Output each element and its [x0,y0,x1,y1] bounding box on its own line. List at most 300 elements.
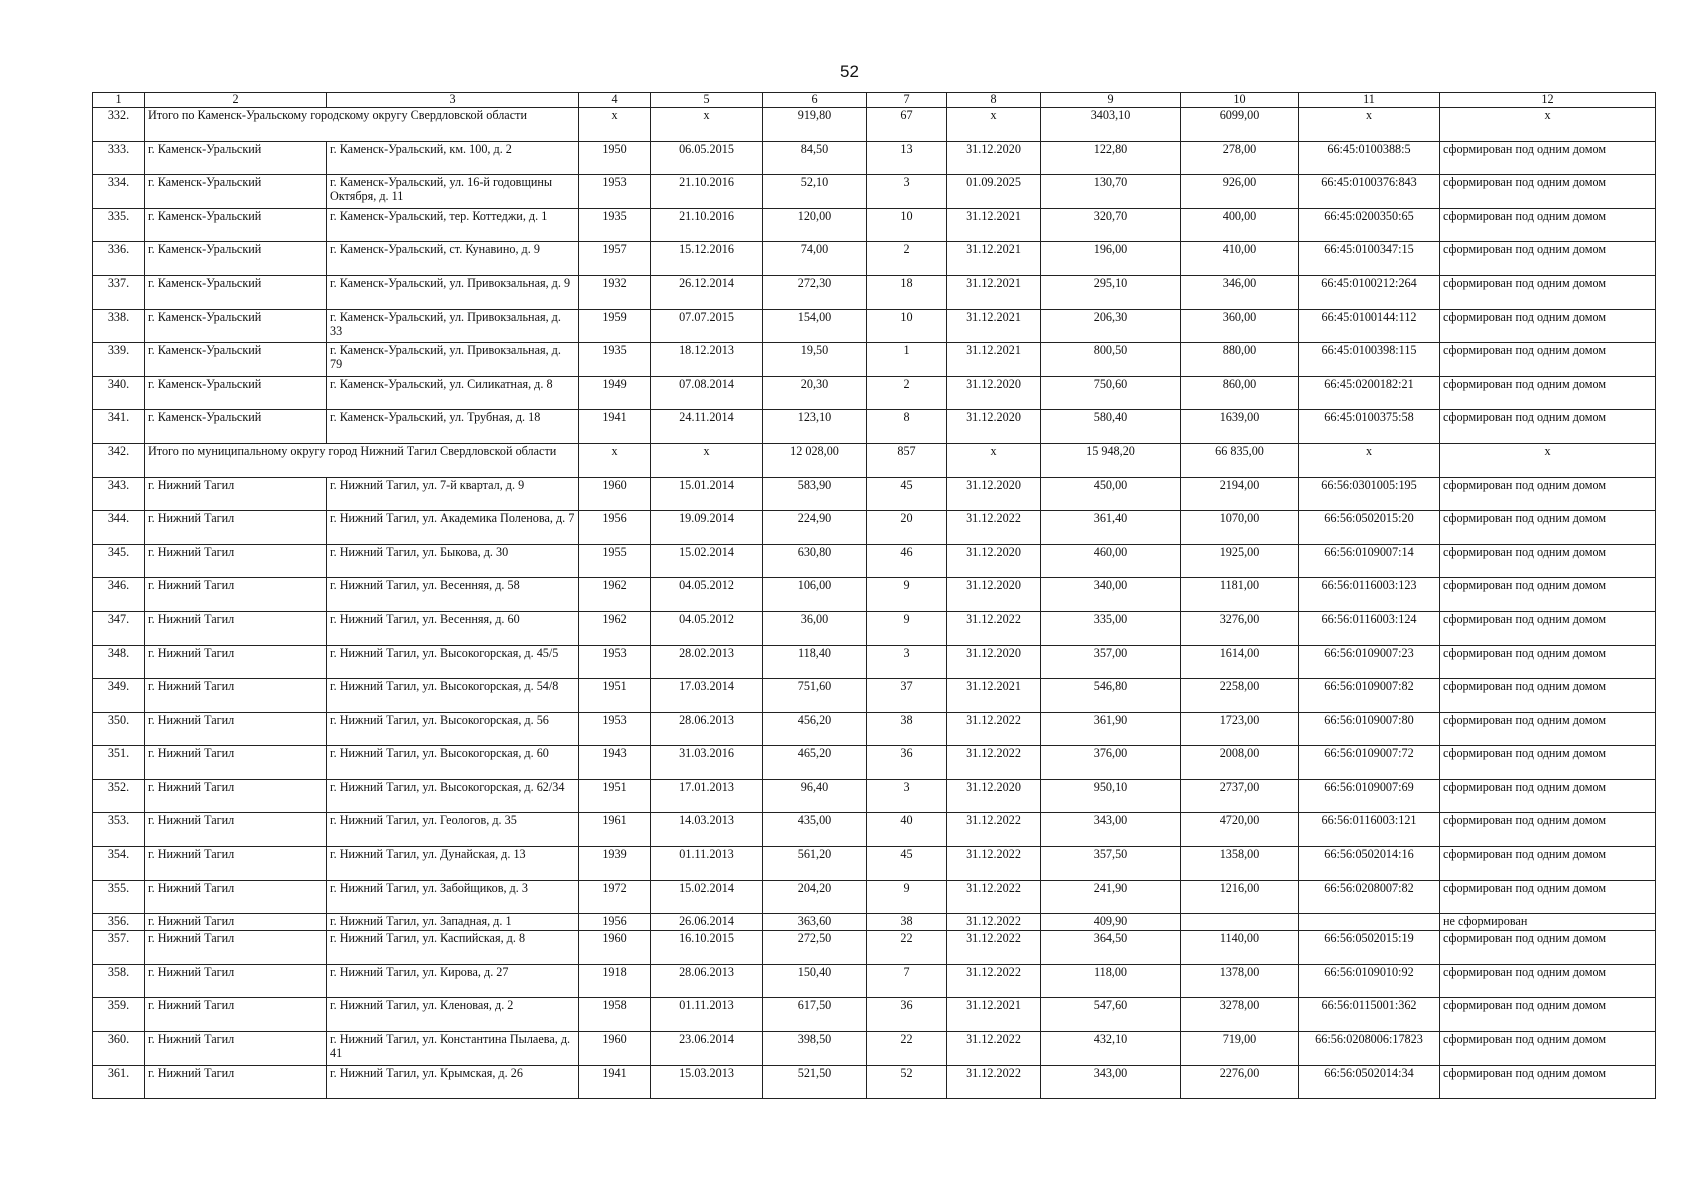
table-row [93,712,1656,746]
area-2-cell: 376,00 [1041,746,1181,780]
deadline-cell: x [947,443,1041,477]
land-status-cell: сформирован под одним домом [1440,931,1656,965]
residents-cell: 3 [867,779,947,813]
deadline-cell: 31.12.2020 [947,544,1041,578]
area-2-cell: 122,80 [1041,141,1181,175]
area-cell: 96,40 [763,779,867,813]
column-header: 12 [1440,93,1656,108]
table-row [93,931,1656,965]
area-cell: 435,00 [763,813,867,847]
municipality-cell: г. Нижний Тагил [145,779,327,813]
land-status-cell: сформирован под одним домом [1440,242,1656,276]
land-status-cell: сформирован под одним домом [1440,712,1656,746]
date-cell: 21.10.2016 [651,175,763,209]
year-cell: 1953 [579,712,651,746]
year-cell: 1960 [579,931,651,965]
land-area-cell: 6099,00 [1181,108,1299,142]
deadline-cell: 31.12.2022 [947,511,1041,545]
municipality-cell: г. Нижний Тагил [145,1032,327,1066]
land-status-cell: сформирован под одним домом [1440,679,1656,713]
date-cell: 23.06.2014 [651,1032,763,1066]
date-cell: 31.03.2016 [651,746,763,780]
area-cell: 630,80 [763,544,867,578]
row-number-cell: 352. [93,779,145,813]
area-2-cell: 130,70 [1041,175,1181,209]
land-status-cell: сформирован под одним домом [1440,376,1656,410]
area-2-cell: 343,00 [1041,813,1181,847]
land-area-cell: 1140,00 [1181,931,1299,965]
column-header: 8 [947,93,1041,108]
year-cell: 1956 [579,511,651,545]
cadastral-number-cell: 66:45:0200182:21 [1299,376,1440,410]
year-cell: 1953 [579,175,651,209]
area-cell: 561,20 [763,847,867,881]
date-cell: x [651,443,763,477]
date-cell: 01.11.2013 [651,998,763,1032]
cadastral-number-cell: 66:56:0116003:121 [1299,813,1440,847]
total-row [93,108,1656,142]
row-number-cell: 349. [93,679,145,713]
row-number-cell: 339. [93,343,145,377]
year-cell: 1961 [579,813,651,847]
year-cell: 1956 [579,914,651,931]
municipality-cell: г. Каменск-Уральский [145,376,327,410]
land-area-cell: 860,00 [1181,376,1299,410]
table-row [93,880,1656,914]
cadastral-number-cell: 66:56:0109007:69 [1299,779,1440,813]
year-cell: 1941 [579,410,651,444]
area-cell: 204,20 [763,880,867,914]
row-number-cell: 335. [93,208,145,242]
residents-cell: 8 [867,410,947,444]
date-cell: 04.05.2012 [651,578,763,612]
address-cell: г. Каменск-Уральский, ул. 16-й годовщины Октября, д. 11 [327,175,579,209]
year-cell: 1918 [579,964,651,998]
cadastral-number-cell: 66:56:0502015:20 [1299,511,1440,545]
year-cell: 1943 [579,746,651,780]
land-status-cell: сформирован под одним домом [1440,410,1656,444]
address-cell: г. Каменск-Уральский, ул. Трубная, д. 18 [327,410,579,444]
cadastral-number-cell: 66:45:0200350:65 [1299,208,1440,242]
land-status-cell: сформирован под одним домом [1440,611,1656,645]
year-cell: 1962 [579,611,651,645]
land-status-cell: сформирован под одним домом [1440,309,1656,343]
date-cell: 17.01.2013 [651,779,763,813]
area-2-cell: 460,00 [1041,544,1181,578]
municipality-cell: г. Каменск-Уральский [145,208,327,242]
year-cell: 1958 [579,998,651,1032]
date-cell: 28.02.2013 [651,645,763,679]
cadastral-number-cell: 66:45:0100388:5 [1299,141,1440,175]
deadline-cell: 31.12.2022 [947,847,1041,881]
area-2-cell: 15 948,20 [1041,443,1181,477]
row-number-cell: 334. [93,175,145,209]
date-cell: 15.02.2014 [651,544,763,578]
area-2-cell: 800,50 [1041,343,1181,377]
area-cell: 521,50 [763,1065,867,1099]
row-number-cell: 361. [93,1065,145,1099]
table-row [93,578,1656,612]
address-cell: г. Нижний Тагил, ул. Геологов, д. 35 [327,813,579,847]
deadline-cell: 31.12.2022 [947,931,1041,965]
area-cell: 456,20 [763,712,867,746]
area-cell: 123,10 [763,410,867,444]
land-status-cell: сформирован под одним домом [1440,645,1656,679]
column-header: 2 [145,93,327,108]
address-cell: г. Каменск-Уральский, ул. Привокзальная, д. 9 [327,275,579,309]
address-cell: г. Каменск-Уральский, ст. Кунавино, д. 9 [327,242,579,276]
date-cell: 28.06.2013 [651,712,763,746]
municipality-cell: г. Нижний Тагил [145,477,327,511]
year-cell: 1939 [579,847,651,881]
residents-cell: 22 [867,1032,947,1066]
cadastral-number-cell: 66:56:0208006:17823 [1299,1032,1440,1066]
year-cell: 1950 [579,141,651,175]
land-status-cell: сформирован под одним домом [1440,544,1656,578]
area-2-cell: 546,80 [1041,679,1181,713]
residents-cell: 38 [867,914,947,931]
row-number-cell: 344. [93,511,145,545]
column-header: 9 [1041,93,1181,108]
year-cell: 1959 [579,309,651,343]
land-area-cell: 3276,00 [1181,611,1299,645]
land-status-cell: не сформирован [1440,914,1656,931]
address-cell: г. Каменск-Уральский, тер. Коттеджи, д. 1 [327,208,579,242]
table-header [93,93,1656,108]
land-status-cell: сформирован под одним домом [1440,578,1656,612]
row-number-cell: 360. [93,1032,145,1066]
land-area-cell: 1070,00 [1181,511,1299,545]
area-2-cell: 335,00 [1041,611,1181,645]
deadline-cell: 31.12.2022 [947,712,1041,746]
address-cell: г. Нижний Тагил, ул. 7-й квартал, д. 9 [327,477,579,511]
cadastral-number-cell: 66:56:0115001:362 [1299,998,1440,1032]
land-area-cell: 4720,00 [1181,813,1299,847]
date-cell: 21.10.2016 [651,208,763,242]
residents-cell: 9 [867,880,947,914]
residents-cell: 9 [867,578,947,612]
area-cell: 84,50 [763,141,867,175]
cadastral-number-cell: x [1299,443,1440,477]
address-cell: г. Каменск-Уральский, ул. Силикатная, д. 8 [327,376,579,410]
address-cell: г. Нижний Тагил, ул. Константина Пылаева, д. 41 [327,1032,579,1066]
table-row [93,998,1656,1032]
area-cell: 74,00 [763,242,867,276]
date-cell: 28.06.2013 [651,964,763,998]
residents-cell: 2 [867,242,947,276]
address-cell: г. Нижний Тагил, ул. Быкова, д. 30 [327,544,579,578]
area-2-cell: 361,40 [1041,511,1181,545]
year-cell: 1955 [579,544,651,578]
municipality-cell: г. Каменск-Уральский [145,343,327,377]
date-cell: 07.08.2014 [651,376,763,410]
table-row [93,779,1656,813]
cadastral-number-cell: 66:45:0100375:58 [1299,410,1440,444]
table-row [93,1032,1656,1066]
municipality-cell: г. Каменск-Уральский [145,309,327,343]
date-cell: 15.03.2013 [651,1065,763,1099]
cadastral-number-cell: 66:45:0100347:15 [1299,242,1440,276]
row-number-cell: 345. [93,544,145,578]
land-area-cell: 346,00 [1181,275,1299,309]
cadastral-number-cell: 66:56:0116003:123 [1299,578,1440,612]
municipality-cell: г. Каменск-Уральский [145,410,327,444]
area-2-cell: 343,00 [1041,1065,1181,1099]
cadastral-number-cell: 66:56:0109007:14 [1299,544,1440,578]
residents-cell: 37 [867,679,947,713]
row-number-cell: 342. [93,443,145,477]
date-cell: 19.09.2014 [651,511,763,545]
land-area-cell: 1181,00 [1181,578,1299,612]
area-cell: 224,90 [763,511,867,545]
municipality-cell: г. Нижний Тагил [145,813,327,847]
page-number: 52 [840,62,859,81]
residents-cell: 36 [867,998,947,1032]
area-2-cell: 206,30 [1041,309,1181,343]
table-row [93,141,1656,175]
deadline-cell: 31.12.2022 [947,746,1041,780]
table-row [93,309,1656,343]
residents-cell: 13 [867,141,947,175]
land-area-cell: 1216,00 [1181,880,1299,914]
cadastral-number-cell: 66:45:0100144:112 [1299,309,1440,343]
area-cell: 52,10 [763,175,867,209]
cadastral-number-cell: x [1299,108,1440,142]
cadastral-number-cell: 66:56:0109010:92 [1299,964,1440,998]
date-cell: 15.01.2014 [651,477,763,511]
land-status-cell: сформирован под одним домом [1440,813,1656,847]
deadline-cell: 31.12.2020 [947,141,1041,175]
land-status-cell: сформирован под одним домом [1440,746,1656,780]
table-row [93,544,1656,578]
cadastral-number-cell: 66:56:0109007:23 [1299,645,1440,679]
land-area-cell: 926,00 [1181,175,1299,209]
cadastral-number-cell: 66:45:0100398:115 [1299,343,1440,377]
row-number-cell: 350. [93,712,145,746]
municipality-cell: г. Нижний Тагил [145,578,327,612]
address-cell: г. Нижний Тагил, ул. Забойщиков, д. 3 [327,880,579,914]
date-cell: 18.12.2013 [651,343,763,377]
table-row [93,746,1656,780]
row-number-cell: 355. [93,880,145,914]
area-cell: 363,60 [763,914,867,931]
residents-cell: 10 [867,309,947,343]
residents-cell: 10 [867,208,947,242]
area-cell: 154,00 [763,309,867,343]
year-cell: 1951 [579,779,651,813]
area-2-cell: 241,90 [1041,880,1181,914]
land-status-cell: сформирован под одним домом [1440,477,1656,511]
deadline-cell: 31.12.2021 [947,998,1041,1032]
address-cell: г. Нижний Тагил, ул. Кирова, д. 27 [327,964,579,998]
table-row [93,242,1656,276]
total-row [93,443,1656,477]
land-status-cell: сформирован под одним домом [1440,511,1656,545]
year-cell: 1960 [579,1032,651,1066]
address-cell: г. Нижний Тагил, ул. Академика Поленова, д. 7 [327,511,579,545]
total-title-cell: Итого по муниципальному округу город Нижний Тагил Свердловской области [145,443,579,477]
municipality-cell: г. Нижний Тагил [145,645,327,679]
address-cell: г. Нижний Тагил, ул. Высокогорская, д. 62/34 [327,779,579,813]
land-area-cell: 410,00 [1181,242,1299,276]
area-cell: 583,90 [763,477,867,511]
land-area-cell: 2008,00 [1181,746,1299,780]
year-cell: 1935 [579,343,651,377]
residents-cell: 20 [867,511,947,545]
date-cell: 06.05.2015 [651,141,763,175]
deadline-cell: 31.12.2021 [947,242,1041,276]
row-number-cell: 343. [93,477,145,511]
area-2-cell: 357,50 [1041,847,1181,881]
column-header: 7 [867,93,947,108]
deadline-cell: 31.12.2020 [947,645,1041,679]
header-row [93,93,1656,108]
deadline-cell: 31.12.2022 [947,964,1041,998]
deadline-cell: 31.12.2021 [947,208,1041,242]
municipality-cell: г. Нижний Тагил [145,998,327,1032]
table-row [93,376,1656,410]
address-cell: г. Каменск-Уральский, ул. Привокзальная, д. 33 [327,309,579,343]
table-row [93,1065,1656,1099]
date-cell: 17.03.2014 [651,679,763,713]
address-cell: г. Каменск-Уральский, ул. Привокзальная, д. 79 [327,343,579,377]
table-row [93,343,1656,377]
table-body [93,108,1656,1099]
area-cell: 751,60 [763,679,867,713]
deadline-cell: 31.12.2022 [947,1065,1041,1099]
date-cell: 24.11.2014 [651,410,763,444]
area-cell: 272,30 [763,275,867,309]
land-status-cell: сформирован под одним домом [1440,141,1656,175]
area-2-cell: 340,00 [1041,578,1181,612]
area-2-cell: 409,90 [1041,914,1181,931]
municipality-cell: г. Нижний Тагил [145,511,327,545]
residents-cell: 7 [867,964,947,998]
year-cell: x [579,443,651,477]
row-number-cell: 338. [93,309,145,343]
address-cell: г. Нижний Тагил, ул. Весенняя, д. 60 [327,611,579,645]
deadline-cell: 31.12.2020 [947,477,1041,511]
table-row [93,175,1656,209]
row-number-cell: 358. [93,964,145,998]
deadline-cell: 31.12.2020 [947,779,1041,813]
land-area-cell: 2194,00 [1181,477,1299,511]
land-area-cell: 1614,00 [1181,645,1299,679]
column-header: 3 [327,93,579,108]
year-cell: 1941 [579,1065,651,1099]
date-cell: 07.07.2015 [651,309,763,343]
deadline-cell: 31.12.2020 [947,410,1041,444]
date-cell: 26.12.2014 [651,275,763,309]
municipality-cell: г. Нижний Тагил [145,679,327,713]
land-area-cell: 1378,00 [1181,964,1299,998]
address-cell: г. Нижний Тагил, ул. Высокогорская, д. 56 [327,712,579,746]
municipality-cell: г. Нижний Тагил [145,880,327,914]
table-row [93,410,1656,444]
area-cell: 617,50 [763,998,867,1032]
address-cell: г. Нижний Тагил, ул. Дунайская, д. 13 [327,847,579,881]
area-cell: 106,00 [763,578,867,612]
row-number-cell: 332. [93,108,145,142]
cadastral-number-cell: 66:56:0116003:124 [1299,611,1440,645]
municipality-cell: г. Нижний Тагил [145,746,327,780]
residents-cell: 3 [867,175,947,209]
residents-cell: 9 [867,611,947,645]
row-number-cell: 357. [93,931,145,965]
deadline-cell: 31.12.2021 [947,679,1041,713]
address-cell: г. Нижний Тагил, ул. Высокогорская, д. 60 [327,746,579,780]
land-status-cell: сформирован под одним домом [1440,343,1656,377]
year-cell: 1932 [579,275,651,309]
land-status-cell: сформирован под одним домом [1440,208,1656,242]
cadastral-number-cell: 66:45:0100212:264 [1299,275,1440,309]
land-area-cell: 66 835,00 [1181,443,1299,477]
residents-cell: 22 [867,931,947,965]
row-number-cell: 337. [93,275,145,309]
residents-cell: 2 [867,376,947,410]
land-area-cell: 2276,00 [1181,1065,1299,1099]
address-cell: г. Нижний Тагил, ул. Западная, д. 1 [327,914,579,931]
area-2-cell: 357,00 [1041,645,1181,679]
area-2-cell: 364,50 [1041,931,1181,965]
year-cell: 1935 [579,208,651,242]
year-cell: 1962 [579,578,651,612]
land-status-cell: сформирован под одним домом [1440,964,1656,998]
area-cell: 150,40 [763,964,867,998]
deadline-cell: 31.12.2022 [947,813,1041,847]
date-cell: 14.03.2013 [651,813,763,847]
deadline-cell: 31.12.2022 [947,1032,1041,1066]
area-2-cell: 950,10 [1041,779,1181,813]
land-area-cell: 400,00 [1181,208,1299,242]
area-cell: 120,00 [763,208,867,242]
area-2-cell: 3403,10 [1041,108,1181,142]
cadastral-number-cell: 66:56:0208007:82 [1299,880,1440,914]
date-cell: 26.06.2014 [651,914,763,931]
address-cell: г. Нижний Тагил, ул. Каспийская, д. 8 [327,931,579,965]
deadline-cell: 01.09.2025 [947,175,1041,209]
column-header: 11 [1299,93,1440,108]
area-2-cell: 361,90 [1041,712,1181,746]
land-area-cell: 278,00 [1181,141,1299,175]
land-status-cell: x [1440,443,1656,477]
address-cell: г. Нижний Тагил, ул. Кленовая, д. 2 [327,998,579,1032]
row-number-cell: 340. [93,376,145,410]
area-cell: 118,40 [763,645,867,679]
table-row [93,813,1656,847]
land-status-cell: сформирован под одним домом [1440,275,1656,309]
land-area-cell: 2258,00 [1181,679,1299,713]
municipality-cell: г. Нижний Тагил [145,847,327,881]
area-2-cell: 118,00 [1041,964,1181,998]
area-2-cell: 432,10 [1041,1032,1181,1066]
land-area-cell: 880,00 [1181,343,1299,377]
residents-cell: 857 [867,443,947,477]
row-number-cell: 336. [93,242,145,276]
date-cell: 15.12.2016 [651,242,763,276]
area-2-cell: 295,10 [1041,275,1181,309]
area-2-cell: 580,40 [1041,410,1181,444]
area-2-cell: 547,60 [1041,998,1181,1032]
residents-cell: 1 [867,343,947,377]
land-status-cell: сформирован под одним домом [1440,1065,1656,1099]
land-status-cell: сформирован под одним домом [1440,1032,1656,1066]
residents-cell: 38 [867,712,947,746]
date-cell: 15.02.2014 [651,880,763,914]
table-row [93,679,1656,713]
area-cell: 20,30 [763,376,867,410]
row-number-cell: 351. [93,746,145,780]
